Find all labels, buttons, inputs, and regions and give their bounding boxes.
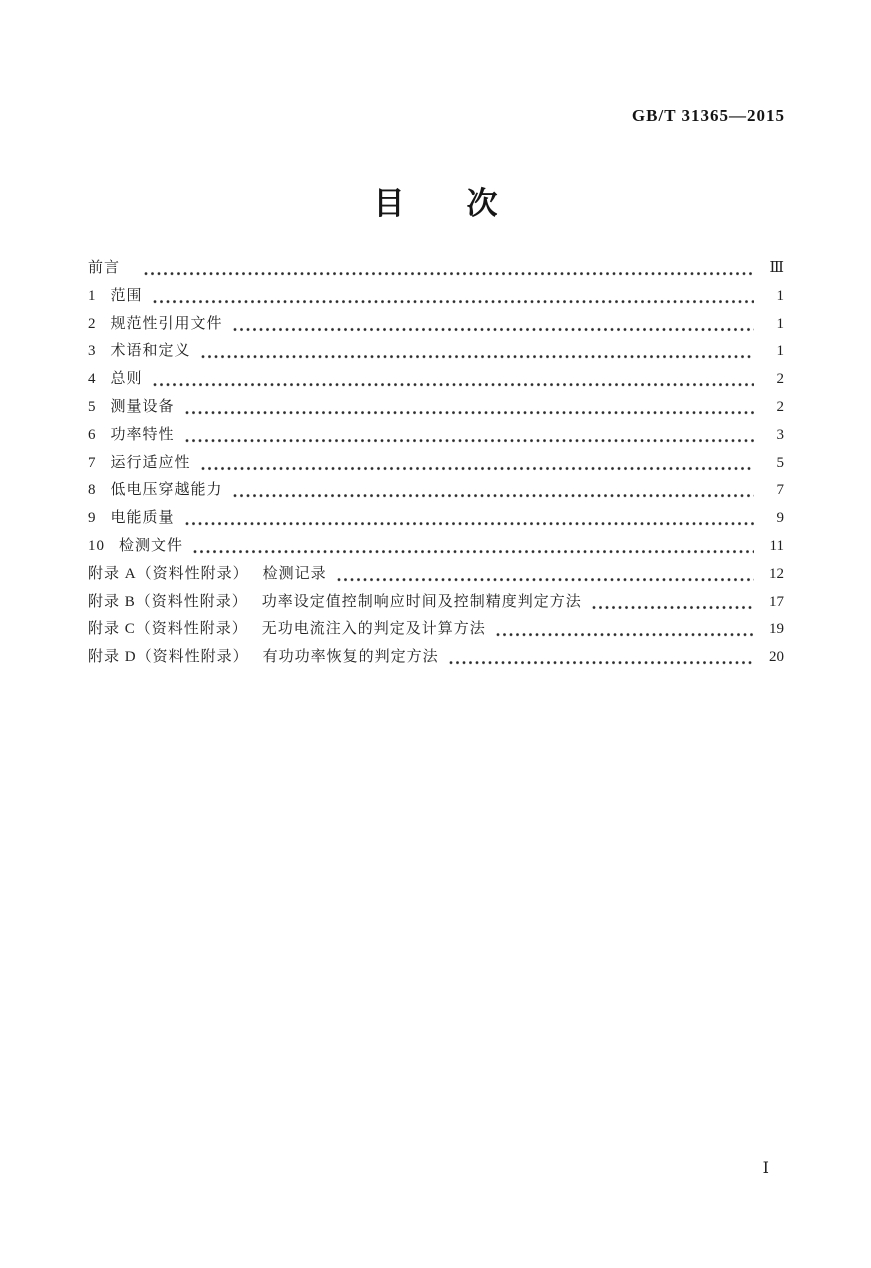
toc-entry-title: 总则 <box>110 371 143 388</box>
dot-leader <box>201 339 754 367</box>
toc-entry-title: 无功电流注入的判定及计算方法 <box>261 621 486 638</box>
dot-leader <box>233 478 754 506</box>
dot-leader <box>233 312 754 340</box>
toc-entry <box>88 534 784 562</box>
toc-entry-title: 有功功率恢复的判定方法 <box>262 649 439 666</box>
dot-leader <box>144 256 754 284</box>
toc-entry <box>88 312 784 340</box>
dot-leader <box>185 423 754 451</box>
toc-entry-page: 19 <box>769 621 784 638</box>
toc-entry-prefix: 2 <box>88 315 97 332</box>
toc-entry <box>88 590 784 618</box>
toc-entry <box>88 562 784 590</box>
dot-leader <box>496 617 754 645</box>
toc-entry-prefix: 10 <box>88 537 105 554</box>
toc-entry-prefix: 1 <box>88 287 97 304</box>
dot-leader <box>153 284 754 312</box>
toc-entry <box>88 367 784 395</box>
standard-number: GB/T 31365—2015 <box>631 106 785 125</box>
toc-entry-page: 1 <box>776 343 784 360</box>
toc-entry-prefix: 4 <box>88 371 97 388</box>
toc-entry-prefix: 8 <box>88 482 97 499</box>
dot-leader <box>337 562 754 590</box>
toc-entry <box>88 506 784 534</box>
dot-leader <box>193 534 754 562</box>
dot-leader <box>153 367 754 395</box>
toc-entry <box>88 451 784 479</box>
toc-entry-page: 2 <box>776 398 784 415</box>
toc-entry-prefix: 3 <box>88 343 97 360</box>
toc-entry <box>88 617 784 645</box>
toc-entry-page: 17 <box>769 593 784 610</box>
toc-entry-title: 检测文件 <box>119 537 184 554</box>
dot-leader <box>449 645 754 673</box>
table-of-contents <box>88 256 784 673</box>
toc-entry <box>88 478 784 506</box>
toc-entry-prefix: 7 <box>88 454 97 471</box>
toc-entry-title: 低电压穿越能力 <box>110 482 223 499</box>
toc-entry <box>88 256 784 284</box>
dot-leader <box>201 451 754 479</box>
toc-entry-page: 3 <box>776 426 784 443</box>
toc-entry-page: 11 <box>769 537 784 554</box>
toc-entry <box>88 395 784 423</box>
toc-entry-title: 功率特性 <box>110 426 175 443</box>
toc-entry-prefix: 附录 A（资料性附录） <box>88 565 249 582</box>
toc-entry-title: 术语和定义 <box>110 343 191 360</box>
toc-entry-page: 12 <box>769 565 784 582</box>
toc-entry-prefix: 9 <box>88 510 97 527</box>
toc-entry-prefix: 前言 <box>88 260 121 276</box>
toc-entry <box>88 339 784 367</box>
toc-entry <box>88 284 784 312</box>
toc-entry-page: 1 <box>776 315 784 332</box>
toc-entry-page: Ⅲ <box>769 260 784 276</box>
toc-entry-title: 运行适应性 <box>110 454 191 471</box>
toc-entry-page: 9 <box>776 510 784 527</box>
toc-entry-prefix: 附录 D（资料性附录） <box>88 649 249 666</box>
toc-entry <box>88 423 784 451</box>
footer-page-number: Ⅰ <box>762 1160 769 1177</box>
toc-entry-page: 7 <box>776 482 784 499</box>
toc-entry-prefix: 附录 B（资料性附录） <box>88 593 248 610</box>
toc-entry-title: 测量设备 <box>110 398 175 415</box>
toc-entry-title: 功率设定值控制响应时间及控制精度判定方法 <box>261 593 582 610</box>
toc-entry-title: 范围 <box>110 287 143 304</box>
toc-entry-title: 检测记录 <box>262 565 327 582</box>
dot-leader <box>592 590 754 618</box>
toc-entry-prefix: 附录 C（资料性附录） <box>88 621 248 638</box>
toc-entry-page: 2 <box>776 371 784 388</box>
toc-entry-page: 20 <box>769 649 784 666</box>
toc-entry-page: 5 <box>776 454 784 471</box>
dot-leader <box>185 506 754 534</box>
toc-entry-prefix: 6 <box>88 426 97 443</box>
page-title: 目 次 <box>373 186 498 221</box>
toc-entry <box>88 645 784 673</box>
toc-entry-title: 电能质量 <box>110 510 175 527</box>
dot-leader <box>185 395 754 423</box>
toc-entry-title: 规范性引用文件 <box>110 315 223 332</box>
toc-entry-page: 1 <box>776 287 784 304</box>
toc-entry-prefix: 5 <box>88 398 97 415</box>
